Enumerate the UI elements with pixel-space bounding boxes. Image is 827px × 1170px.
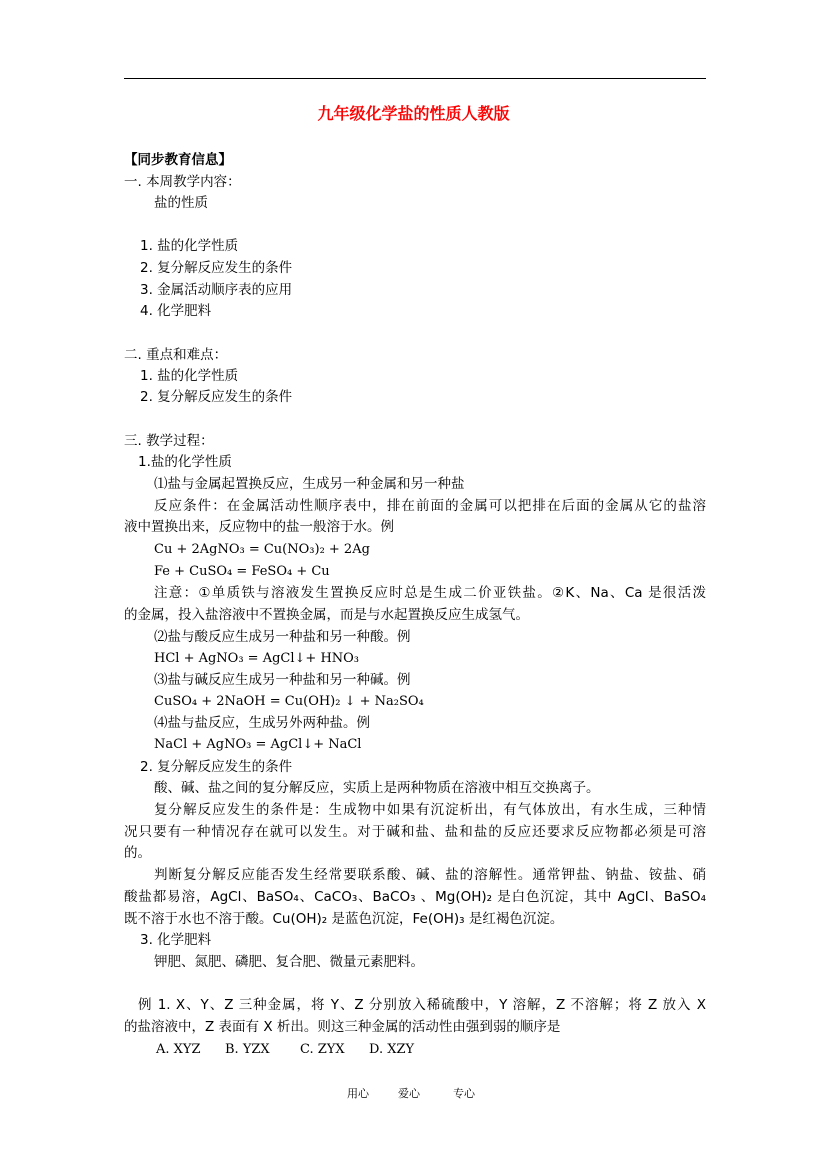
paragraph-line: 酸、碱、盐之间的复分解反应，实质上是两种物质在溶液中相互交换离子。 — [154, 780, 600, 796]
example-question: 例 1. X、Y、Z 三种金属，将 Y、Z 分别放入稀硫酸中，Y 溶解，Z 不溶解；将 Z 放入 X — [138, 997, 706, 1013]
equation: HCl + AgNO₃ = AgCl↓+ HNO₃ — [154, 651, 360, 666]
subpoint: ⑶盐与碱反应生成另一种盐和另一种碱。例 — [154, 672, 411, 688]
option-c: C. ZYX — [300, 1042, 345, 1057]
section-3-heading: 三. 教学过程： — [124, 433, 214, 449]
paragraph-line: 反应条件：在金属活动性顺序表中，排在前面的金属可以把排在后面的金属从它的盐溶 — [154, 498, 706, 514]
footer-text: 专心 — [453, 1087, 475, 1100]
paragraph-line: 况只要有一种情况存在就可以发生。对于碱和盐、盐和盐的反应还要求反应物都必须是可溶 — [124, 824, 706, 840]
section-2-heading: 二. 重点和难点： — [124, 347, 228, 363]
sync-header: 【同步教育信息】 — [124, 152, 232, 168]
paragraph-line: 判断复分解反应能否发生经常要联系酸、碱、盐的溶解性。通常钾盐、钠盐、铵盐、硝 — [154, 867, 706, 883]
paragraph-line: 复分解反应发生的条件是：生成物中如果有沉淀析出，有气体放出，有水生成，三种情 — [154, 802, 706, 818]
subpoint: ⑷盐与盐反应，生成另外两种盐。例 — [154, 715, 370, 731]
paragraph-line: 的。 — [124, 845, 151, 861]
option-a: A. XYZ — [156, 1042, 201, 1057]
list-item: 1. 盐的化学性质 — [140, 238, 239, 254]
paragraph-line: 钾肥、氮肥、磷肥、复合肥、微量元素肥料。 — [154, 954, 424, 970]
section-1-heading: 一. 本周教学内容： — [124, 174, 241, 190]
paragraph-line: 酸盐都易溶，AgCl、BaSO₄、CaCO₃、BaCO₃ 、Mg(OH)₂ 是白色沉淀，其中 AgCl、BaSO₄ — [124, 889, 706, 905]
paragraph-line: 的金属，投入盐溶液中不置换金属，而是与水起置换反应生成氢气。 — [124, 607, 529, 623]
list-item: 2. 复分解反应发生的条件 — [140, 389, 293, 405]
example-question: 的盐溶液中，Z 表面有 X 析出。则这三种金属的活动性由强到弱的顺序是 — [124, 1019, 561, 1035]
paragraph-line: 既不溶于水也不溶于酸。Cu(OH)₂ 是蓝色沉淀，Fe(OH)₃ 是红褐色沉淀。 — [124, 911, 564, 927]
header-rule — [124, 78, 706, 79]
point-3-heading: 3. 化学肥料 — [140, 932, 212, 948]
footer-text: 爱心 — [398, 1087, 420, 1100]
list-item: 4. 化学肥料 — [140, 303, 212, 319]
equation: Fe + CuSO₄ = FeSO₄ + Cu — [154, 564, 330, 579]
option-b: B. YZX — [225, 1042, 270, 1057]
paragraph-line: 液中置换出来，反应物中的盐一般溶于水。例 — [124, 519, 394, 535]
equation: Cu + 2AgNO₃ = Cu(NO₃)₂ + 2Ag — [154, 542, 370, 557]
footer-text: 用心 — [347, 1087, 369, 1100]
section-1-topic: 盐的性质 — [154, 195, 208, 211]
list-item: 3. 金属活动顺序表的应用 — [140, 282, 293, 298]
subpoint: ⑵盐与酸反应生成另一种盐和另一种酸。例 — [154, 629, 411, 645]
list-item: 2. 复分解反应发生的条件 — [140, 260, 293, 276]
point-1-heading: 1.盐的化学性质 — [138, 454, 232, 470]
paragraph-line: 注意：①单质铁与溶液发生置换反应时总是生成二价亚铁盐。②K、Na、Ca 是很活泼 — [154, 585, 706, 601]
list-item: 1. 盐的化学性质 — [140, 368, 239, 384]
equation: NaCl + AgNO₃ = AgCl↓+ NaCl — [154, 737, 362, 752]
equation: CuSO₄ + 2NaOH = Cu(OH)₂ ↓ + Na₂SO₄ — [154, 694, 424, 709]
point-2-heading: 2. 复分解反应发生的条件 — [140, 759, 293, 775]
subpoint: ⑴盐与金属起置换反应，生成另一种金属和另一种盐 — [154, 476, 465, 492]
option-d: D. XZY — [369, 1042, 415, 1057]
document-title: 九年级化学盐的性质人教版 — [317, 104, 510, 123]
